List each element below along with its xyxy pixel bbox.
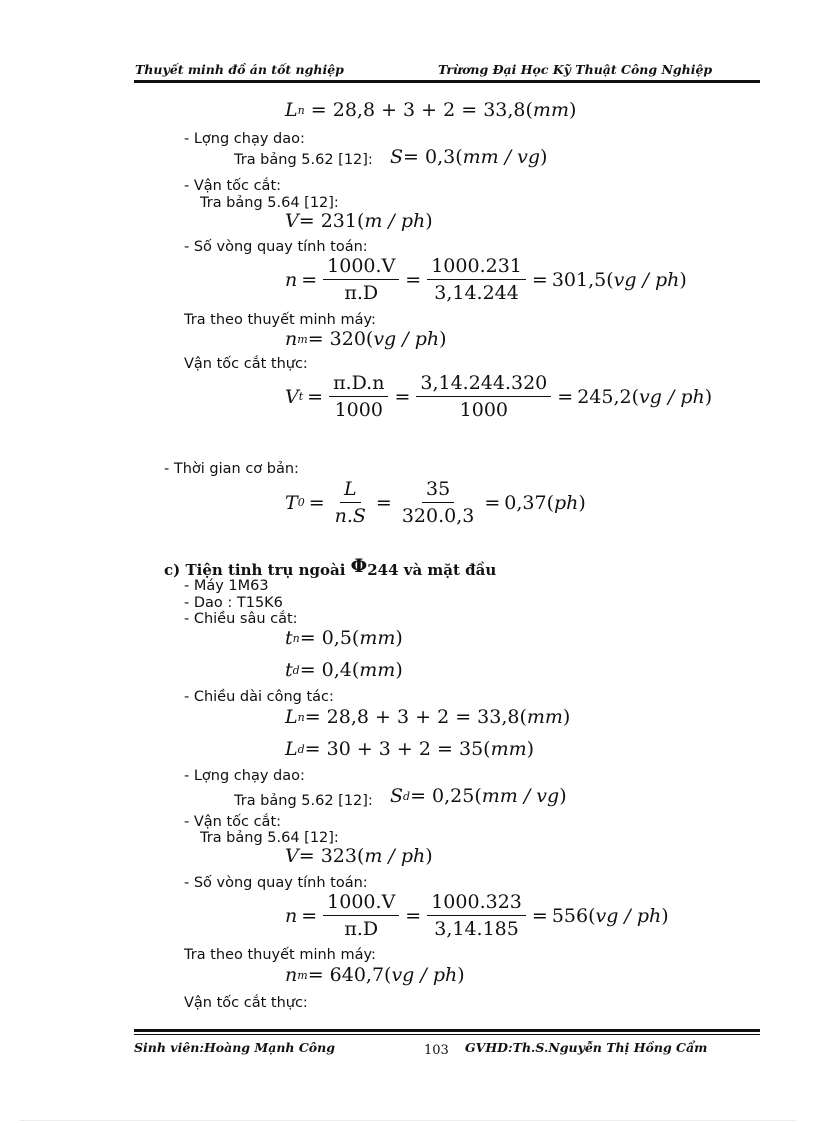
footer-student: Sinh viên:Hoàng Mạnh Công xyxy=(134,1040,335,1055)
machine-label: Tra theo thuyết minh máy: xyxy=(184,312,376,328)
header-rule xyxy=(134,80,760,83)
footer-rule-thick xyxy=(134,1029,760,1032)
speed-table-ref-c: Tra bảng 5.64 [12]: xyxy=(200,830,339,846)
feed-label-c: - Lợng chạy dao: xyxy=(184,768,305,784)
tool-spec: - Dao : T15K6 xyxy=(184,595,283,611)
feed-equation-c: S d = 0,25( mm / vg ) xyxy=(390,785,567,807)
rpm-equation-c: n = $\frac{1000.V}{\pi.D}$ = $\frac{1000.323}{3,14.185}$ = 556( vg / ph ) xyxy=(285,891,669,940)
td-equation: t d = 0,4( mm ) xyxy=(285,659,403,681)
t0-equation: T 0 = $\frac{L}{n.S}$ = $\frac{35}{320.0,3}$ = 0,37( ph ) xyxy=(285,478,586,527)
vt-equation: V t = $\frac{\pi.D.n}{1000}$ = $\frac{3,14.244.320}{1000}$ = 245,2( vg / ph ) xyxy=(285,372,713,421)
page-number: 103 xyxy=(424,1043,449,1058)
machine-label-c: Tra theo thuyết minh máy: xyxy=(184,947,376,963)
machine-spec: - Máy 1M63 xyxy=(184,578,269,594)
speed-equation: V = 231( m / ph ) xyxy=(285,210,433,232)
ld-equation: L d = 30 + 3 + 2 = 35( mm ) xyxy=(285,738,535,760)
header-right: Trừơng Đại Học Kỹ Thuật Công Nghiệp xyxy=(438,62,713,77)
speed-label-c: - Vận tốc cắt: xyxy=(184,814,282,830)
page-bottom-border xyxy=(20,1120,796,1121)
speed-label: - Vận tốc cắt: xyxy=(184,178,282,194)
actual-speed-label: Vận tốc cắt thực: xyxy=(184,356,308,372)
feed-label: - Lợng chạy dao: xyxy=(184,131,305,147)
time-label: - Thời gian cơ bản: xyxy=(164,461,299,477)
rpm-label-c: - Số vòng quay tính toán: xyxy=(184,875,368,891)
depth-label: - Chiều sâu cắt: xyxy=(184,611,298,627)
header-left: Thuyết minh đồ án tốt nghiệp xyxy=(135,62,344,77)
rpm-label: - Số vòng quay tính toán: xyxy=(184,239,368,255)
ln-equation: L n = 28,8 + 3 + 2 = 33,8( mm ) xyxy=(285,99,577,121)
feed-table-ref-c: Tra bảng 5.62 [12]: xyxy=(234,793,373,809)
footer-rule-thin xyxy=(134,1034,760,1035)
speed-table-ref: Tra bảng 5.64 [12]: xyxy=(200,195,339,211)
rpm-equation: n = $\frac{1000.V}{\pi.D}$ = $\frac{1000.231}{3,14.244}$ = 301,5( vg / ph ) xyxy=(285,255,687,304)
ln-equation-c: L n = 28,8 + 3 + 2 = 33,8( mm ) xyxy=(285,706,571,728)
footer-advisor: GVHD:Th.S.Nguyễn Thị Hồng Cẩm xyxy=(465,1040,708,1055)
section-c-title: c) Tiện tinh trụ ngoài Φ244 và mặt đầu xyxy=(164,555,497,579)
length-label: - Chiều dài công tác: xyxy=(184,689,334,705)
speed-equation-c: V = 323( m / ph ) xyxy=(285,845,433,867)
nm-equation-c: n m = 640,7( vg / ph ) xyxy=(285,964,465,986)
nm-equation: n m = 320( vg / ph ) xyxy=(285,328,447,350)
tn-equation: t n = 0,5( mm ) xyxy=(285,627,403,649)
actual-speed-label-c: Vận tốc cắt thực: xyxy=(184,995,308,1011)
feed-table-ref: Tra bảng 5.62 [12]: xyxy=(234,152,373,168)
feed-equation: S = 0,3( mm / vg ) xyxy=(390,146,548,168)
